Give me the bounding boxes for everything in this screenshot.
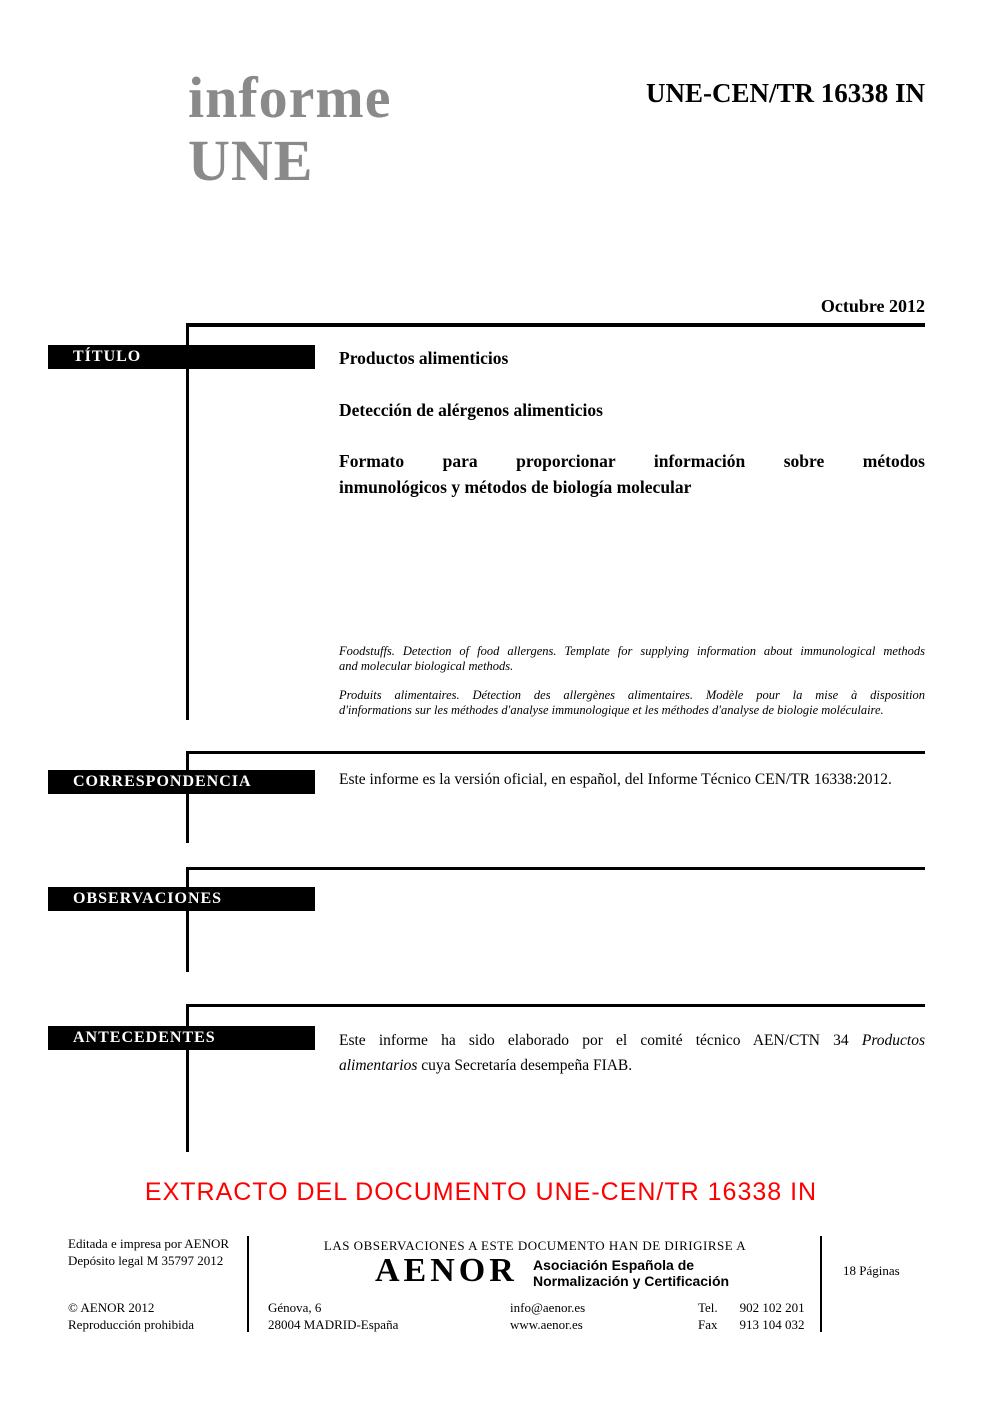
title-format-line1: Formato para proporcionar información sobre métodos	[339, 451, 925, 471]
footer-reproduction-line: Reproducción prohibida	[68, 1316, 194, 1332]
logo-word-une: UNE	[188, 128, 314, 193]
title-french-translation	[339, 688, 925, 718]
fax-number: 913 104 032	[739, 1316, 805, 1332]
phone-fax-row	[698, 1317, 805, 1334]
antecedentes-label: ANTECEDENTES	[48, 1026, 315, 1050]
footer-copyright	[68, 1300, 194, 1333]
phone-tel-row	[698, 1300, 805, 1317]
titulo-label: TÍTULO	[48, 345, 315, 369]
french-line2: d'informations sur les méthodes d'analyse immunologique et les méthodes d'analyse de biologie moléculaire.	[339, 703, 884, 717]
footer-divider-left	[247, 1236, 249, 1332]
extract-notice: EXTRACTO DEL DOCUMENTO UNE-CEN/TR 16338 IN	[144, 1178, 818, 1206]
correspondencia-left-rule	[186, 751, 189, 843]
page-count: 18 Páginas	[843, 1263, 900, 1278]
titulo-top-rule	[187, 323, 925, 327]
tel-label: Tel.	[698, 1300, 718, 1315]
antecedentes-text	[339, 1028, 925, 1078]
aenor-logo: AENOR	[375, 1252, 518, 1289]
title-line-detection: Detección de alérgenos alimenticios	[339, 400, 603, 420]
correspondencia-label: CORRESPONDENCIA	[48, 770, 315, 794]
tel-number: 902 102 201	[739, 1300, 805, 1315]
observaciones-top-rule	[187, 867, 925, 870]
document-number: UNE-CEN/TR 16338 IN	[645, 78, 925, 108]
title-english-translation	[339, 644, 925, 674]
title-line-format	[339, 448, 925, 500]
footer-edited-by: Editada e impresa por AENOR	[68, 1236, 230, 1251]
footer-phone	[698, 1300, 805, 1333]
antecedentes-line2	[339, 1053, 925, 1078]
correspondencia-top-rule	[187, 751, 925, 754]
antecedentes-line1	[339, 1028, 925, 1053]
antecedentes-line1-italic: Productos	[861, 1032, 926, 1049]
publication-date: Octubre 2012	[820, 296, 925, 316]
footer-edition-info	[68, 1236, 229, 1269]
footer-address	[268, 1300, 398, 1333]
footer-contact	[510, 1300, 585, 1333]
footer-copyright-line: © AENOR 2012	[68, 1300, 155, 1315]
address-city: 28004 MADRID-España	[268, 1316, 399, 1332]
footer-divider-right	[820, 1236, 822, 1332]
fax-label: Fax	[698, 1316, 718, 1332]
antecedentes-line1-text: Este informe ha sido elaborado por el comité técnico AEN/CTN 34	[339, 1032, 849, 1049]
french-line1: Produits alimentaires. Détection des allergènes alimentaires. Modèle pour la mise à disposition	[339, 688, 925, 702]
address-street: Génova, 6	[268, 1300, 322, 1315]
title-format-line2: inmunológicos y métodos de biología molecular	[339, 477, 692, 497]
aenor-name-line1: Asociación Española de	[533, 1257, 695, 1273]
une-informe-logo	[188, 66, 392, 192]
footer-observations-notice: LAS OBSERVACIONES A ESTE DOCUMENTO HAN DE DIRIGIRSE A	[323, 1238, 747, 1253]
antecedentes-line2-italic: alimentarios	[339, 1057, 418, 1074]
antecedentes-top-rule	[187, 1004, 925, 1007]
correspondencia-text: Este informe es la versión oficial, en español, del Informe Técnico CEN/TR 16338:2012.	[339, 771, 892, 788]
antecedentes-line2-text: cuya Secretaría desempeña FIAB.	[421, 1057, 633, 1074]
contact-web: www.aenor.es	[510, 1316, 583, 1332]
titulo-left-rule	[186, 323, 189, 720]
footer-legal-deposit: Depósito legal M 35797 2012	[68, 1252, 224, 1268]
aenor-association-name	[533, 1257, 729, 1289]
observaciones-left-rule	[186, 867, 189, 972]
english-line2: and molecular biological methods.	[339, 659, 514, 673]
contact-email: info@aenor.es	[510, 1300, 586, 1315]
observaciones-label: OBSERVACIONES	[48, 887, 315, 911]
english-line1: Foodstuffs. Detection of food allergens. Template for supplying information about immunological methods	[339, 644, 925, 658]
logo-word-informe: informe	[188, 65, 392, 130]
title-line-products: Productos alimenticios	[339, 348, 509, 368]
aenor-name-line2: Normalización y Certificación	[533, 1273, 730, 1289]
